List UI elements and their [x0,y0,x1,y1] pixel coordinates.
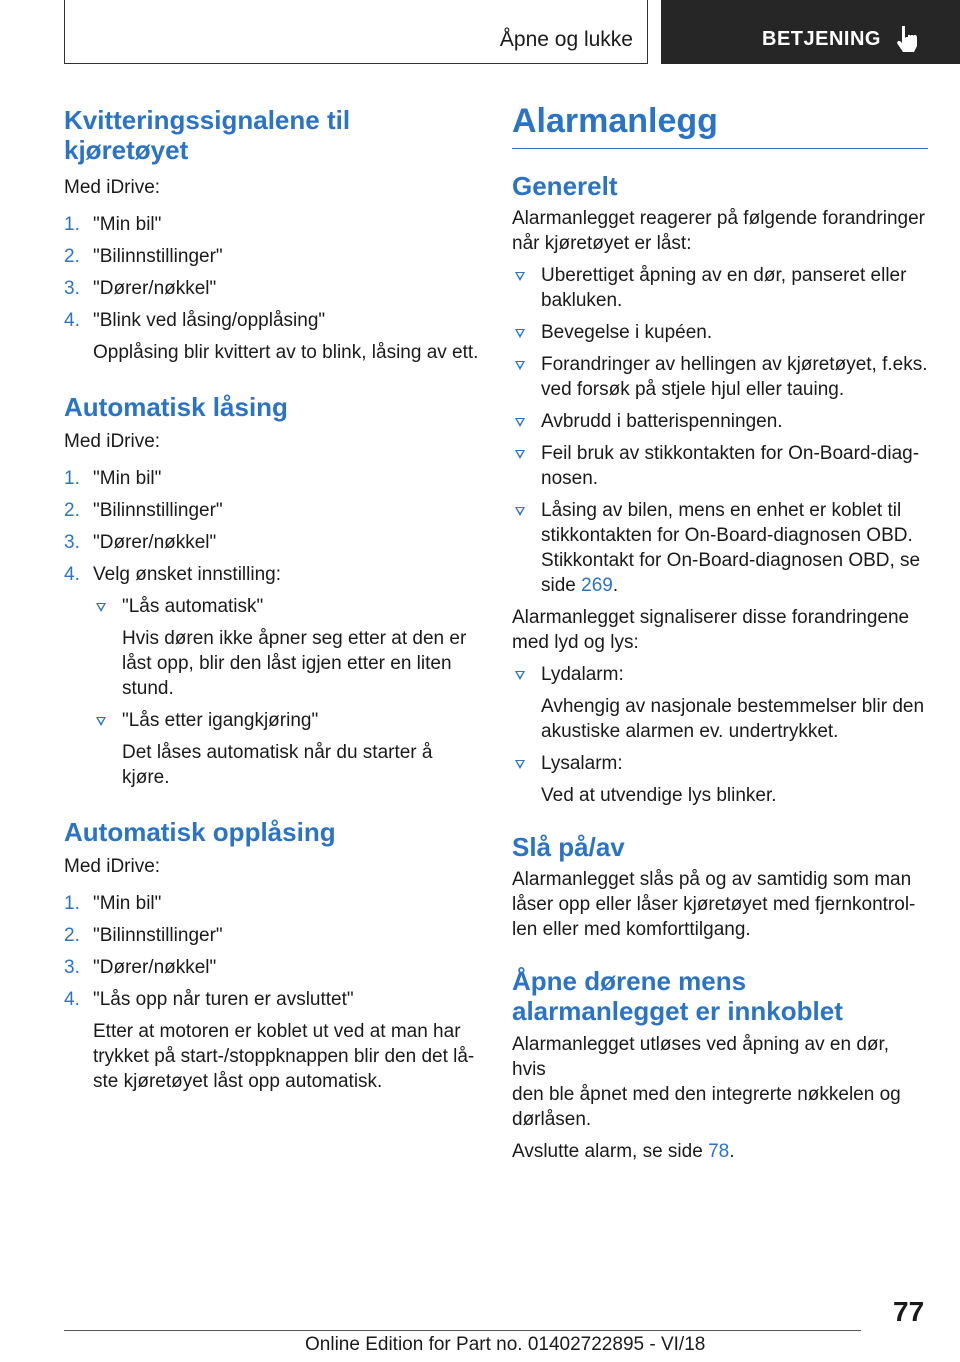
page-link-78[interactable]: 78 [708,1141,730,1162]
triangle-bullet-icon [515,272,525,281]
right-column [512,100,928,1164]
steps-list-3 [64,891,480,1012]
triangle-bullet-icon [515,507,525,516]
open-doors-text: Alarmanlegget utløses ved åpning av en dør, hvis den ble åpnet med den integrerte nøkkelen og dørlåsen. [512,1034,901,1130]
header-section-title: Åpne og lukke [499,28,633,51]
section-title-auto-lock: Automatisk låsing [64,392,288,422]
list-item: Lysalarm: Ved at utvendige lys blinker. [512,751,928,808]
alarm-triggers-list [512,263,928,598]
step-note: Etter at motoren er koblet ut ved at man har trykket på start-/stoppknappen blir den det lå- ste kjøretøyet låst opp automatisk. [93,1021,475,1092]
footer-edition: Online Edition for Part no. 01402722895 - VI/18 [305,1334,706,1355]
intro-text: Med iDrive: [64,856,161,877]
hand-pointer-icon [895,24,921,54]
section-title-acknowledgement: Kvitteringssignalene til kjøretøyet [64,105,351,165]
list-item: 3. "Dører/nøkkel" [64,957,217,978]
list-item: 4. Velg ønsket innstilling: [64,564,281,585]
triangle-bullet-icon [515,329,525,338]
list-item: Feil bruk av stikkontakten for On-Board-diag- nosen. [512,441,928,491]
list-item: Bevegelse i kupéen. [512,320,928,345]
general-intro: Alarmanlegget reagerer på følgende forandringer når kjøretøyet er låst: [512,208,925,254]
list-item: 3. "Dører/nøkkel" [64,278,217,299]
step-note: Opplåsing blir kvittert av to blink, låsing av ett. [93,342,479,363]
steps-list-2 [64,466,480,587]
on-off-text: Alarmanlegget slås på og av samtidig som man låser opp eller låser kjøretøyet med fjernkontrol- len eller med komforttilgang. [512,869,916,940]
list-item: "Lås etter igangkjøring" Det låses automatisk når du starter å kjøre. [93,708,480,790]
list-item: "Lås automatisk" Hvis døren ikke åpner seg etter at den er låst opp, blir den låst igjen etter en liten stund. [93,594,480,701]
list-item: Forandringer av hellingen av kjøretøyet, f.eks. ved forsøk på stjele hjul eller tauing. [512,352,928,402]
list-item: Uberettiget åpning av en dør, panseret eller bakluken. [512,263,928,313]
intro-text: Med iDrive: [64,431,161,452]
header-chapter-tab [661,0,960,64]
sub-options-list [64,594,480,790]
chapter-title-alarm: Alarmanlegg [512,100,928,149]
triangle-bullet-icon [515,760,525,769]
steps-list-1 [64,212,480,333]
triangle-bullet-icon [96,717,106,726]
list-item: Lydalarm: Avhengig av nasjonale bestemmelser blir den akustiske alarmen ev. undertrykket. [512,662,928,744]
section-title-open-doors: Åpne dørene mens alarmanlegget er innkoblet [512,966,843,1026]
section-title-auto-unlock: Automatisk opplåsing [64,817,336,847]
list-item: 4. "Blink ved låsing/opplåsing" [64,310,326,331]
page-number: 77 [893,1296,925,1327]
signal-intro: Alarmanlegget signaliserer disse forandringene med lyd og lys: [512,607,910,653]
intro-text: Med iDrive: [64,177,161,198]
list-item: 2. "Bilinnstillinger" [64,500,223,521]
list-item: 1. "Min bil" [64,893,162,914]
triangle-bullet-icon [515,450,525,459]
triangle-bullet-icon [515,418,525,427]
triangle-bullet-icon [515,361,525,370]
list-item: 3. "Dører/nøkkel" [64,532,217,553]
list-item: 1. "Min bil" [64,468,162,489]
list-item: Låsing av bilen, mens en enhet er koblet til stikkontakten for On-Board-diagnosen OBD. Stikkontakt for On-Board-diagnosen OBD, se side 269. [512,498,928,598]
section-title-general: Generelt [512,171,618,201]
list-item: 2. "Bilinnstillinger" [64,246,223,267]
header-section-box [64,0,648,64]
header-chapter-title: BETJENING [762,28,881,50]
page-link-269[interactable]: 269 [581,575,613,596]
list-item: Avbrudd i batterispenningen. [512,409,928,434]
triangle-bullet-icon [96,603,106,612]
alarm-signals-list [512,662,928,808]
list-item: 4. "Lås opp når turen er avsluttet" [64,989,354,1010]
left-column [64,100,480,1094]
end-alarm-reference: Avslutte alarm, se side 78. [512,1141,735,1162]
list-item: 2. "Bilinnstillinger" [64,925,223,946]
section-title-on-off: Slå på/av [512,832,625,862]
triangle-bullet-icon [515,671,525,680]
footer-divider [64,1330,861,1331]
list-item: 1. "Min bil" [64,214,162,235]
